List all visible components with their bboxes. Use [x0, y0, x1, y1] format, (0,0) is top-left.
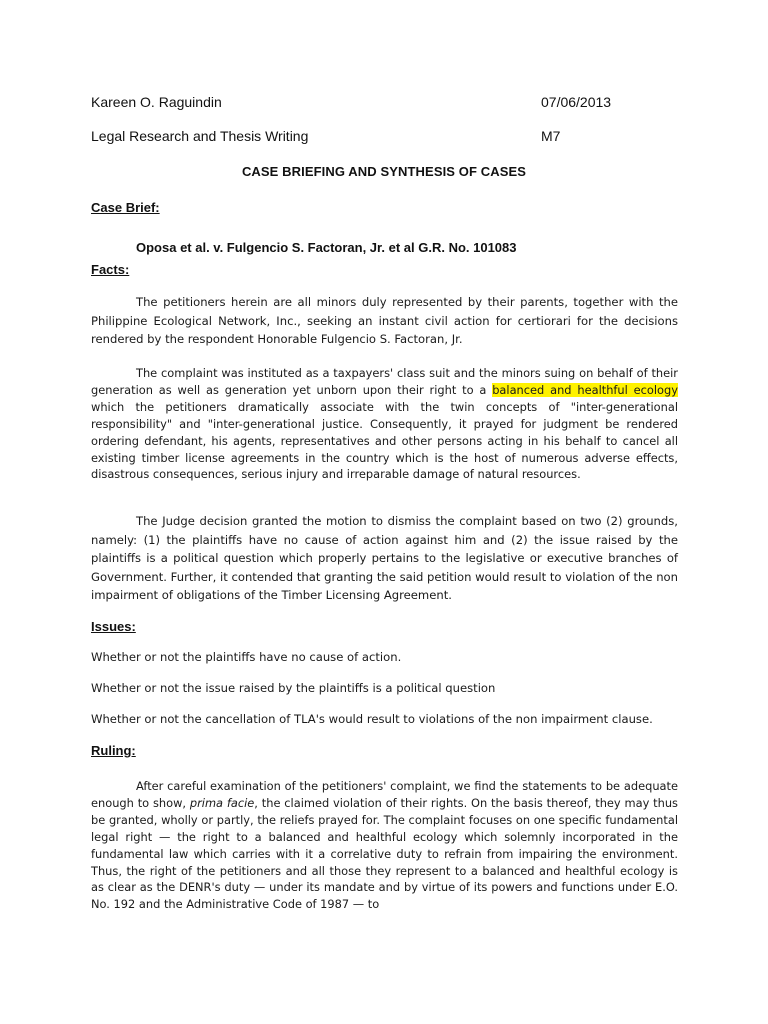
ruling-paragraph-before: After careful examination of the petitioners' complaint, we find the statements to be adequate enough to show, [91, 779, 678, 810]
facts-paragraph-1: The petitioners herein are all minors duly represented by their parents, together with the Philippine Ecological Network, Inc., seeking an instant civil action for certiorari for the decisions rendered by the respondent Honorable Fulgencio S. Factoran, Jr. [91, 295, 678, 347]
facts-paragraph-2 [91, 365, 678, 483]
facts-heading: Facts: [91, 262, 130, 277]
highlighted-text: balanced and healthful ecology [492, 382, 678, 397]
document-title: CASE BRIEFING AND SYNTHESIS OF CASES [241, 164, 527, 179]
author-name: Kareen O. Raguindin [91, 94, 222, 110]
ruling-italic-term: prima facie [189, 795, 255, 810]
issue-item: Whether or not the issue raised by the plaintiffs is a political question [91, 681, 496, 695]
section-code: M7 [541, 128, 561, 144]
course-name: Legal Research and Thesis Writing [91, 128, 309, 144]
issue-item: Whether or not the cancellation of TLA's would result to violations of the non impairment clause. [91, 712, 653, 726]
issue-item: Whether or not the plaintiffs have no cause of action. [91, 650, 402, 664]
ruling-heading: Ruling: [91, 743, 136, 758]
facts-paragraph-2-after: which the petitioners dramatically associate with the twin concepts of "inter-generational responsibility" and "inter-generational justice. Consequently, it prayed for judgment be rendered ordering defendant, his agents, representatives and other persons acting in his behalf to cancel all existing timber license agreements in the country which is the host of numerous adverse effects, disastrous consequences, serious injury and irreparable damage of natural resources. [91, 399, 678, 482]
case-name: Oposa et al. v. Fulgencio S. Factoran, Jr. et al G.R. No. 101083 [136, 240, 517, 255]
facts-paragraph-2-before: The complaint was instituted as a taxpayers' class suit and the minors suing on behalf of their generation as well as generation yet unborn upon their right to a [91, 366, 678, 397]
issues-heading: Issues: [91, 619, 136, 634]
document-date: 07/06/2013 [541, 94, 612, 110]
case-brief-heading: Case Brief: [91, 200, 160, 215]
facts-paragraph-3: The Judge decision granted the motion to dismiss the complaint based on two (2) grounds, namely: (1) the plaintiffs have no cause of action against him and (2) the issue raised by the plaintiffs is a political question which properly pertains to the legislative or executive branches of Government. Further, it contended that granting the said petition would result to violation of the non impairment of obligations of the Timber Licensing Agreement. [91, 514, 678, 603]
ruling-paragraph-after: , the claimed violation of their rights. On the basis thereof, they may thus be granted, wholly or partly, the reliefs prayed for. The complaint focuses on one specific fundamental legal right — the right to a balanced and healthful ecology which solemnly incorporated in the fundamental law which carries with it a correlative duty to refrain from impairing the environment. Thus, the right of the petitioners and all those they represent to a balanced and healthful ecology is as clear as the DENR's duty — under its mandate and by virtue of its powers and functions under E.O. No. 192 and the Administrative Code of 1987 — to [91, 795, 678, 912]
ruling-paragraph [91, 778, 678, 913]
